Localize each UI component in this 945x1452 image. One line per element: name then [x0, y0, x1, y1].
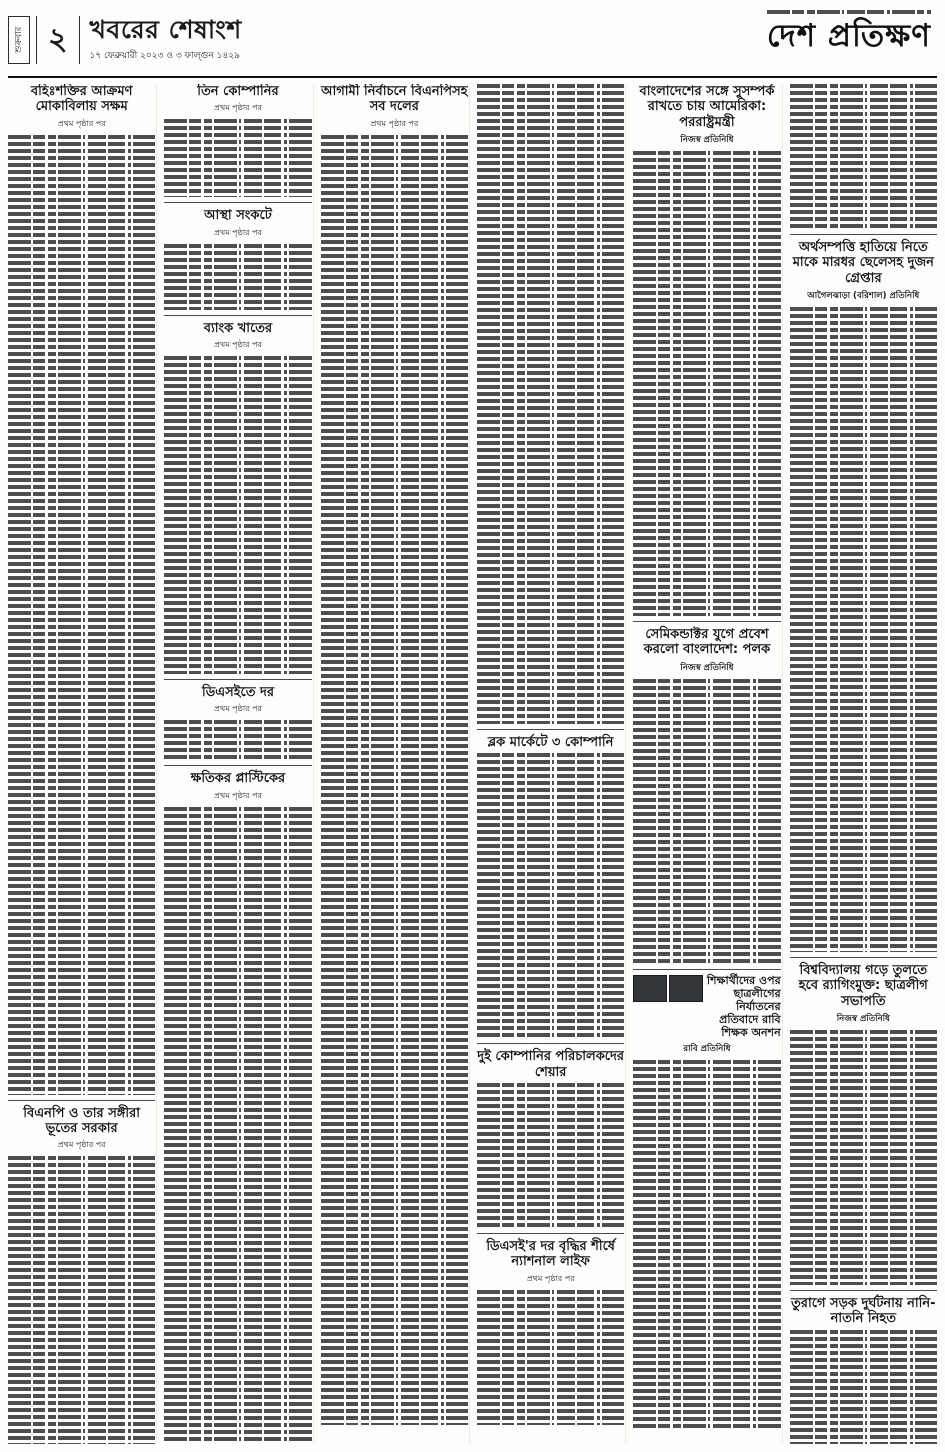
- article: [477, 84, 624, 724]
- masthead-logo: দেশ প্রতিক্ষণ: [766, 18, 931, 54]
- article-body-text: [164, 720, 311, 760]
- article: [790, 1290, 937, 1444]
- headline-with-photos: [633, 975, 780, 1040]
- article: [790, 234, 937, 952]
- article: [477, 729, 624, 1038]
- article-headline: বহিঃশক্তির আক্রমণ মোকাবিলায় সক্ষম: [30, 84, 133, 115]
- section-title-group: [90, 16, 242, 63]
- article-body-text: [633, 1060, 780, 1430]
- article: [321, 84, 468, 1425]
- continued-from-label: প্রথম পৃষ্ঠার পর: [526, 1273, 575, 1283]
- article-body-text: [633, 679, 780, 964]
- article-byline: নিজস্ব প্রতিনিধি: [836, 1013, 890, 1024]
- article: [633, 84, 780, 616]
- continued-from-label: প্রথম পৃষ্ঠার পর: [214, 103, 262, 113]
- article-body-text: [790, 307, 937, 952]
- article-continuation-text: [790, 84, 937, 229]
- article-byline: রাবি প্রতিনিধি: [683, 1044, 731, 1055]
- column-3: [313, 84, 468, 1444]
- article-body-text: [477, 1083, 624, 1228]
- section-title: খবরের শেষাংশ: [89, 15, 242, 44]
- date-line: ১৭ ফেব্রুয়ারী ২০২৩ ও ৩ ফাল্গুন ১৪২৯: [89, 50, 241, 61]
- article-body-text: [164, 807, 311, 1444]
- article-headline: আগামী নির্বাচনে বিএনপিসহ সব দলের: [321, 84, 468, 115]
- article: [790, 957, 937, 1285]
- article-photo: [669, 975, 703, 1002]
- article: [633, 621, 780, 964]
- article-headline: ডিএসইতে দর: [201, 684, 274, 700]
- article-columns: [8, 84, 937, 1444]
- article-continuation-text: [477, 84, 624, 724]
- article-byline: আগৈলঝাড়া (বরিশাল) প্রতিনিধি: [807, 290, 920, 301]
- article-body-text: [164, 244, 311, 310]
- header-left: [8, 0, 242, 64]
- article-headline: বাংলাদেশের সঙ্গে সুসম্পর্ক রাখতে চায় আমেরিকা: পররাষ্ট্রমন্ত্রী: [639, 84, 775, 130]
- article-headline: দুই কোম্পানির পরিচালকদের শেয়ার: [477, 1049, 624, 1080]
- continued-from-label: প্রথম পৃষ্ঠার পর: [57, 1140, 106, 1150]
- article: [633, 969, 780, 1431]
- article-headline: ডিএসই'র দর বৃদ্ধির শীর্ষে ন্যাশনাল লাইফ: [486, 1238, 615, 1270]
- article-headline: তুরাগে সড়ক দুর্ঘটনায় নানি-নাতনি নিহত: [791, 1295, 936, 1327]
- continued-from-label: প্রথম পৃষ্ঠার পর: [214, 227, 262, 237]
- photo-group: [633, 975, 703, 1002]
- article-body-text: [164, 119, 311, 197]
- weekday-label: শুক্রবার: [8, 16, 30, 64]
- column-1: [8, 84, 155, 1444]
- article: [164, 84, 311, 197]
- continued-from-label: প্রথম পৃষ্ঠার পর: [57, 118, 106, 128]
- article-headline: ব্লক মার্কেটে ৩ কোম্পানি: [487, 735, 614, 750]
- article: [164, 202, 311, 309]
- article-photo: [633, 975, 667, 1002]
- masthead-block: [767, 0, 937, 53]
- article-headline: সেমিকন্ডাক্টর যুগে প্রবেশ করলো বাংলাদেশ: পলক: [643, 626, 771, 658]
- page-number: ২: [36, 16, 80, 64]
- article: [8, 84, 155, 1095]
- article-headline: ক্ষতিকর প্লাস্টিকের: [190, 771, 286, 787]
- article-headline: বিশ্ববিদ্যালয় গড়ে তুলতে হবে র‍্যাগিংমুক্ত: ছাত্রলীগ সভাপতি: [798, 962, 928, 1009]
- article: [790, 84, 937, 229]
- article: [8, 1100, 155, 1444]
- article-body-text: [321, 135, 468, 1425]
- article-headline: শিক্ষার্থীদের ওপর ছাত্রলীগের নির্যাতনের প্রতিবাদে রাবি শিক্ষক অনশন: [706, 973, 781, 1039]
- article: [477, 1043, 624, 1228]
- article-body-text: [477, 1290, 624, 1425]
- article-headline: ব্যাংক খাতের: [203, 320, 273, 336]
- article-body-text: [790, 1030, 937, 1285]
- masthead-tagline-microtext: [767, 10, 931, 16]
- article-body-text: [8, 135, 155, 1095]
- page-header: [8, 0, 937, 78]
- article-headline: আস্থা সংকটে: [204, 208, 272, 224]
- article-byline: নিজস্ব প্রতিনিধি: [680, 134, 734, 145]
- continued-from-label: প্রথম পৃষ্ঠার পর: [214, 790, 262, 800]
- continued-from-label: প্রথম পৃষ্ঠার পর: [214, 339, 262, 349]
- article-headline: অর্থসম্পত্তি হাতিয়ে নিতে মাকে মারধর ছেলেসহ দুজন গ্রেপ্তার: [792, 240, 934, 286]
- article-body-text: [633, 151, 780, 616]
- continued-from-label: প্রথম পৃষ্ঠার পর: [214, 704, 262, 714]
- article: [477, 1233, 624, 1425]
- article-body-text: [8, 1156, 155, 1444]
- article: [164, 315, 311, 674]
- article-body-text: [790, 1330, 937, 1444]
- column-6: [782, 84, 937, 1444]
- article: [164, 765, 311, 1444]
- article-body-text: [164, 356, 311, 674]
- article-body-text: [477, 753, 624, 1038]
- article-byline: নিজস্ব প্রতিনিধি: [680, 662, 734, 673]
- article-headline: বিএনপি ও তার সঙ্গীরা ভূতের সরকার: [23, 1105, 141, 1136]
- article-headline: তিন কোম্পানির: [197, 84, 279, 99]
- column-5: [625, 84, 780, 1444]
- column-2: [156, 84, 311, 1444]
- continued-from-label: প্রথম পৃষ্ঠার পর: [370, 118, 419, 128]
- article: [164, 679, 311, 760]
- column-4: [469, 84, 624, 1444]
